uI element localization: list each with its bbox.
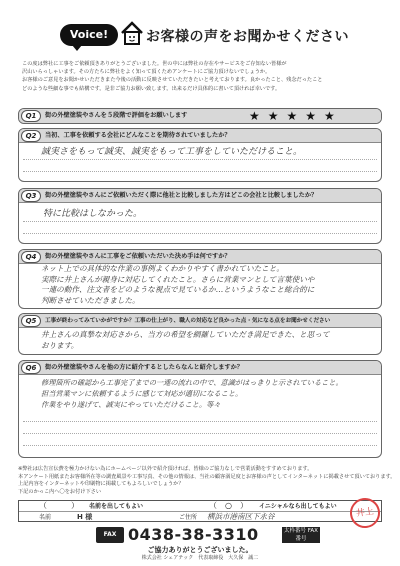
approval-stamp: 井上 [348,496,382,530]
consent-option-2-label: イニシャルなら出してもよい [259,503,337,510]
fax-tag: 太枠番号 FAX番号 [282,527,320,543]
question-text: 街の外壁塗装やさんを５段階で評価をお願いします [45,112,188,119]
intro-text [22,60,382,93]
consent-option-2-checkbox[interactable]: （ ○ ） [209,501,248,510]
address-value[interactable]: 横浜市港南区下永谷 [207,512,275,521]
answer-line: 誠実さをもって誠実、誠実をもって工事をしていただけること。 [41,147,303,157]
answer-line: 担当営業マンに依頼するように感じて対応が適切になること。 [41,389,243,398]
answer-line: おります。 [41,341,79,350]
question-number: Q1 [21,110,41,122]
address-label: ご住所 [179,514,198,521]
name-consent-form [18,500,382,522]
answer-line: 修理箇所の確認から工事完了までの一連の流れの中で、意識がはっきりと示されていること。 [41,378,343,387]
footnote-line: ※弊社は広告宣伝費を極力かけない為にホームページ以外で紹介頂ければ、皆様のご協力なしで営業活動をすすめております。 [18,466,313,472]
footnotes [18,466,396,496]
question-4 [18,249,382,309]
intro-line: どのような些細な事でも結構です。是非ご協力お願い致します。出来るだけ具体的に書いて頂ければ幸いです。 [22,85,281,92]
answer-line: 作業をやり遂げて、誠実にやっていただけること。等々 [41,400,221,409]
question-text: 街の外壁塗装やさんを他の方に紹介するとしたらなんと紹介しますか？ [45,364,243,371]
footnote-line: 上記内容をインターネットや印刷物に掲載してもよろしいでしょうか？ [18,481,184,488]
consent-row [19,501,381,512]
company-line: 株式会社 シェアテック 代表取締役 大久保 誠二 [141,555,259,561]
intro-line: この度は弊社に工事をご依頼頂きありがとうございました。世の中には弊社の存在やサービスをご存知ない皆様が [22,61,287,67]
fax-number: 0438-38-3310 [128,525,259,544]
question-3 [18,188,382,244]
consent-option-1-checkbox[interactable]: （ ） [39,501,79,510]
question-text: 街の外壁塗装やさんに工事をご依頼いただいた決め手は何ですか？ [45,253,231,260]
footnote-line: 下記のかっこ内へ〇をお付け下さい [18,488,102,495]
footnote-line: 本アンケート用紙またお客様所在等の調査風景や工事写真、その他の情報は、当社の顧客満足度とお客様の声としてインターネットに掲載させて頂いております。 [18,473,396,480]
question-text: 街の外壁塗装やさんにご依頼いただく際に他社と比較しました方はどこの会社と比較しましたか？ [45,192,318,199]
answer-line: 実際に井上さんが親身に対応してくれたこと。さらに営業マンとして言葉使いや [41,274,315,284]
fax-icon: FAX [96,527,124,543]
fax-bar [96,525,320,545]
question-number: Q5 [21,315,41,327]
question-5 [18,313,382,355]
house-icon [120,20,144,46]
thanks-text: ご協力ありがとうございました。 [147,546,253,554]
header [60,18,360,58]
question-text: 当初、工事を依頼する会社にどんなことを期待されていましたか？ [45,132,231,139]
answer-line: 特に比較はしなかった。 [43,209,143,219]
question-number: Q4 [21,251,41,263]
page-title: お客様の声をお聞かせください [146,29,349,45]
answer-line: ネット上での具体的な作業の事例よくわかりやすく書かれていたこと。 [41,264,284,273]
company-info [0,555,400,561]
question-number: Q3 [21,190,41,202]
question-6 [18,360,382,458]
answer-line: 一連の動作、注文者をどのような視点で見ているか…というようなこと総合的に [41,285,315,294]
question-number: Q6 [21,362,41,374]
rating-stars: ★★★★★ [249,109,343,123]
question-1 [18,108,382,124]
name-label: 名前 [39,514,52,521]
name-value[interactable]: H 様 [77,513,93,521]
question-2 [18,128,382,182]
intro-line: お客様のご意見をお聞かせいただきまた今後の活動に反映させていただきたいと考えております。良かったこと、残念だったこと [22,77,323,84]
intro-line: 沢山いらっしゃいます。その方たちに弊社をよく知って頂くためアンケートにご協力頂けないでしょうか。 [22,69,271,76]
answer-line: 井上さんの真摯な対応さから、当方の希望を網羅していただき満足できた、と思って [41,330,330,339]
question-number: Q2 [21,130,41,142]
question-text: 工事が終わってみていかがですか？工事の仕上がり、職人の対応など良かった点・気になる点をお聞かせください [45,318,331,324]
consent-option-1-label: 名前を出してもよい [89,503,144,510]
info-row [19,512,381,523]
answer-line: 判断させていただきました。 [41,295,140,305]
voice-badge: Voice! [60,24,118,46]
